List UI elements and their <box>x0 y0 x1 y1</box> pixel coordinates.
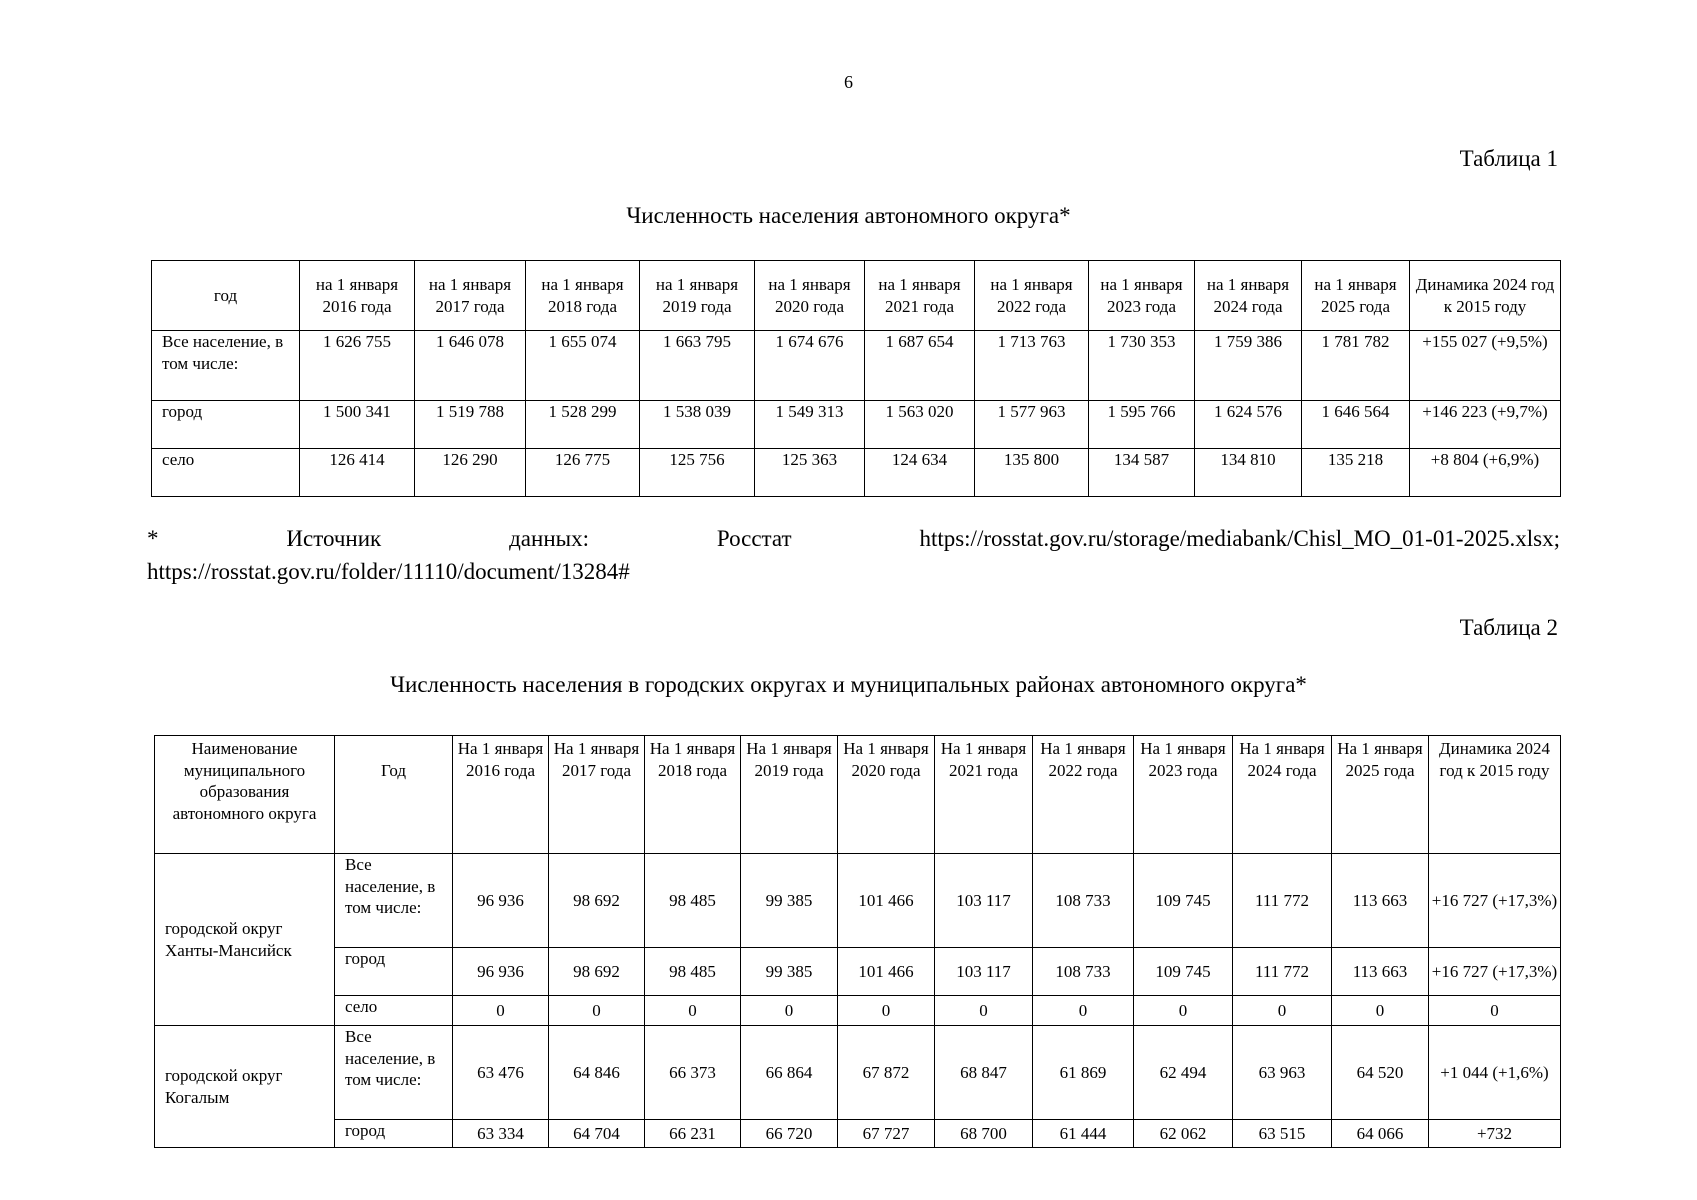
table-cell: 135 218 <box>1302 449 1410 497</box>
table-cell: 1 646 078 <box>415 331 526 401</box>
table-cell: 64 704 <box>549 1120 645 1148</box>
table-cell: 1 674 676 <box>755 331 865 401</box>
table-cell: 126 775 <box>526 449 640 497</box>
table-cell: 1 500 341 <box>300 401 415 449</box>
column-header: на 1 января 2019 года <box>640 261 755 331</box>
table-cell: 62 062 <box>1134 1120 1233 1148</box>
population-table-2 <box>154 735 1561 1148</box>
column-header: На 1 января 2022 года <box>1033 736 1134 854</box>
table-row <box>155 948 1561 996</box>
table-cell: 0 <box>453 996 549 1026</box>
row-label: Все население, в том числе: <box>335 1026 453 1120</box>
row-label: село <box>335 996 453 1026</box>
table-cell: 1 577 963 <box>975 401 1089 449</box>
population-table-1 <box>151 260 1561 497</box>
table-cell: 1 713 763 <box>975 331 1089 401</box>
table-cell: 1 687 654 <box>865 331 975 401</box>
table-cell: 1 549 313 <box>755 401 865 449</box>
table-cell: 134 587 <box>1089 449 1195 497</box>
table-cell: 64 066 <box>1332 1120 1429 1148</box>
table1-title: Численность населения автономного округа* <box>626 203 1071 228</box>
table-cell: 67 727 <box>838 1120 935 1148</box>
table-cell: 98 692 <box>549 948 645 996</box>
source-star: * <box>147 526 159 551</box>
dynamics-cell: +146 223 (+9,7%) <box>1410 401 1561 449</box>
table-cell: 0 <box>1332 996 1429 1026</box>
column-header: Динамика 2024 год к 2015 году <box>1429 736 1561 854</box>
table-cell: 68 700 <box>935 1120 1033 1148</box>
table-cell: 134 810 <box>1195 449 1302 497</box>
column-header: На 1 января 2019 года <box>741 736 838 854</box>
column-header: на 1 января 2025 года <box>1302 261 1410 331</box>
column-header: на 1 января 2022 года <box>975 261 1089 331</box>
table-cell: 63 963 <box>1233 1026 1332 1120</box>
source-link-1[interactable]: https://rosstat.gov.ru/storage/mediabank/Chisl_MO_01-01-2025.xlsx; <box>919 526 1560 551</box>
table-cell: 1 528 299 <box>526 401 640 449</box>
table-cell: 67 872 <box>838 1026 935 1120</box>
table-cell: 98 692 <box>549 854 645 948</box>
row-label: город <box>152 401 300 449</box>
table-cell: 125 756 <box>640 449 755 497</box>
row-label: город <box>335 1120 453 1148</box>
table-cell: 63 476 <box>453 1026 549 1120</box>
table-cell: 113 663 <box>1332 854 1429 948</box>
table-cell: 0 <box>838 996 935 1026</box>
column-header: На 1 января 2024 года <box>1233 736 1332 854</box>
source-note <box>147 522 1560 588</box>
table-cell: 1 519 788 <box>415 401 526 449</box>
page-number: 6 <box>844 72 853 92</box>
column-header: На 1 января 2025 года <box>1332 736 1429 854</box>
table-cell: 64 846 <box>549 1026 645 1120</box>
column-header: на 1 января 2016 года <box>300 261 415 331</box>
table-cell: 1 781 782 <box>1302 331 1410 401</box>
row-label: Все население, в том числе: <box>152 331 300 401</box>
dynamics-cell: +1 044 (+1,6%) <box>1429 1026 1561 1120</box>
dynamics-cell: +8 804 (+6,9%) <box>1410 449 1561 497</box>
table-cell: 1 655 074 <box>526 331 640 401</box>
table-cell: 126 290 <box>415 449 526 497</box>
source-word: Росстат <box>716 526 792 551</box>
table-cell: 98 485 <box>645 854 741 948</box>
table-cell: 61 444 <box>1033 1120 1134 1148</box>
dynamics-cell: +16 727 (+17,3%) <box>1429 948 1561 996</box>
column-header: На 1 января 2017 года <box>549 736 645 854</box>
column-header: на 1 января 2023 года <box>1089 261 1195 331</box>
table-cell: 109 745 <box>1134 948 1233 996</box>
table-cell: 1 538 039 <box>640 401 755 449</box>
table-cell: 0 <box>741 996 838 1026</box>
table-cell: 1 624 576 <box>1195 401 1302 449</box>
table2-caption: Таблица 2 <box>1459 615 1558 640</box>
table-cell: 68 847 <box>935 1026 1033 1120</box>
table-cell: 66 373 <box>645 1026 741 1120</box>
table-cell: 108 733 <box>1033 948 1134 996</box>
dynamics-cell: +155 027 (+9,5%) <box>1410 331 1561 401</box>
column-header: на 1 января 2020 года <box>755 261 865 331</box>
row-label: село <box>152 449 300 497</box>
table-cell: 135 800 <box>975 449 1089 497</box>
table-cell: 101 466 <box>838 854 935 948</box>
table-cell: 125 363 <box>755 449 865 497</box>
column-header: на 1 января 2021 года <box>865 261 975 331</box>
column-header: Наименование муниципального образования автономного округа <box>155 736 335 854</box>
source-link-2[interactable]: https://rosstat.gov.ru/folder/11110/document/13284# <box>147 559 630 584</box>
source-word: данных: <box>509 526 589 551</box>
table-row <box>155 1026 1561 1120</box>
table-cell: 1 663 795 <box>640 331 755 401</box>
table-cell: 124 634 <box>865 449 975 497</box>
dynamics-cell: +732 <box>1429 1120 1561 1148</box>
municipality-name: городской округ Ханты-Мансийск <box>155 854 335 1026</box>
column-header: на 1 января 2024 года <box>1195 261 1302 331</box>
column-header: На 1 января 2016 года <box>453 736 549 854</box>
table-cell: 63 515 <box>1233 1120 1332 1148</box>
column-header: На 1 января 2021 года <box>935 736 1033 854</box>
table-cell: 0 <box>549 996 645 1026</box>
table-cell: 109 745 <box>1134 854 1233 948</box>
table-cell: 126 414 <box>300 449 415 497</box>
dynamics-cell: +16 727 (+17,3%) <box>1429 854 1561 948</box>
municipality-name: городской округ Когалым <box>155 1026 335 1148</box>
table-cell: 61 869 <box>1033 1026 1134 1120</box>
table-cell: 1 563 020 <box>865 401 975 449</box>
column-header: На 1 января 2023 года <box>1134 736 1233 854</box>
table2-title: Численность населения в городских округах и муниципальных районах автономного округа* <box>390 672 1307 697</box>
table-cell: 113 663 <box>1332 948 1429 996</box>
table-cell: 66 864 <box>741 1026 838 1120</box>
table-cell: 108 733 <box>1033 854 1134 948</box>
column-header: на 1 января 2018 года <box>526 261 640 331</box>
table-cell: 62 494 <box>1134 1026 1233 1120</box>
table-cell: 103 117 <box>935 948 1033 996</box>
table-cell: 96 936 <box>453 948 549 996</box>
table-cell: 111 772 <box>1233 854 1332 948</box>
table-cell: 66 231 <box>645 1120 741 1148</box>
table-cell: 1 730 353 <box>1089 331 1195 401</box>
source-word: Источник <box>286 526 382 551</box>
table-cell: 66 720 <box>741 1120 838 1148</box>
table-cell: 0 <box>1233 996 1332 1026</box>
table-cell: 111 772 <box>1233 948 1332 996</box>
column-header: Год <box>335 736 453 854</box>
table-cell: 64 520 <box>1332 1026 1429 1120</box>
row-label: Все население, в том числе: <box>335 854 453 948</box>
table-cell: 0 <box>1033 996 1134 1026</box>
table-cell: 0 <box>645 996 741 1026</box>
table-cell: 103 117 <box>935 854 1033 948</box>
table-cell: 1 759 386 <box>1195 331 1302 401</box>
dynamics-cell: 0 <box>1429 996 1561 1026</box>
table-cell: 1 595 766 <box>1089 401 1195 449</box>
table-cell: 63 334 <box>453 1120 549 1148</box>
column-header: на 1 января 2017 года <box>415 261 526 331</box>
column-header: год <box>152 261 300 331</box>
table-row <box>152 401 1561 449</box>
table-cell: 99 385 <box>741 854 838 948</box>
column-header: На 1 января 2020 года <box>838 736 935 854</box>
table-cell: 101 466 <box>838 948 935 996</box>
row-label: город <box>335 948 453 996</box>
table-cell: 0 <box>935 996 1033 1026</box>
table-cell: 1 646 564 <box>1302 401 1410 449</box>
table1-caption: Таблица 1 <box>1459 146 1558 171</box>
table-cell: 1 626 755 <box>300 331 415 401</box>
table-cell: 0 <box>1134 996 1233 1026</box>
table-row <box>155 1120 1561 1148</box>
table-row <box>152 331 1561 401</box>
table-cell: 96 936 <box>453 854 549 948</box>
column-header: Динамика 2024 год к 2015 году <box>1410 261 1561 331</box>
table-row <box>152 449 1561 497</box>
table-cell: 99 385 <box>741 948 838 996</box>
table-cell: 98 485 <box>645 948 741 996</box>
table-row <box>155 996 1561 1026</box>
table-row <box>155 854 1561 948</box>
column-header: На 1 января 2018 года <box>645 736 741 854</box>
